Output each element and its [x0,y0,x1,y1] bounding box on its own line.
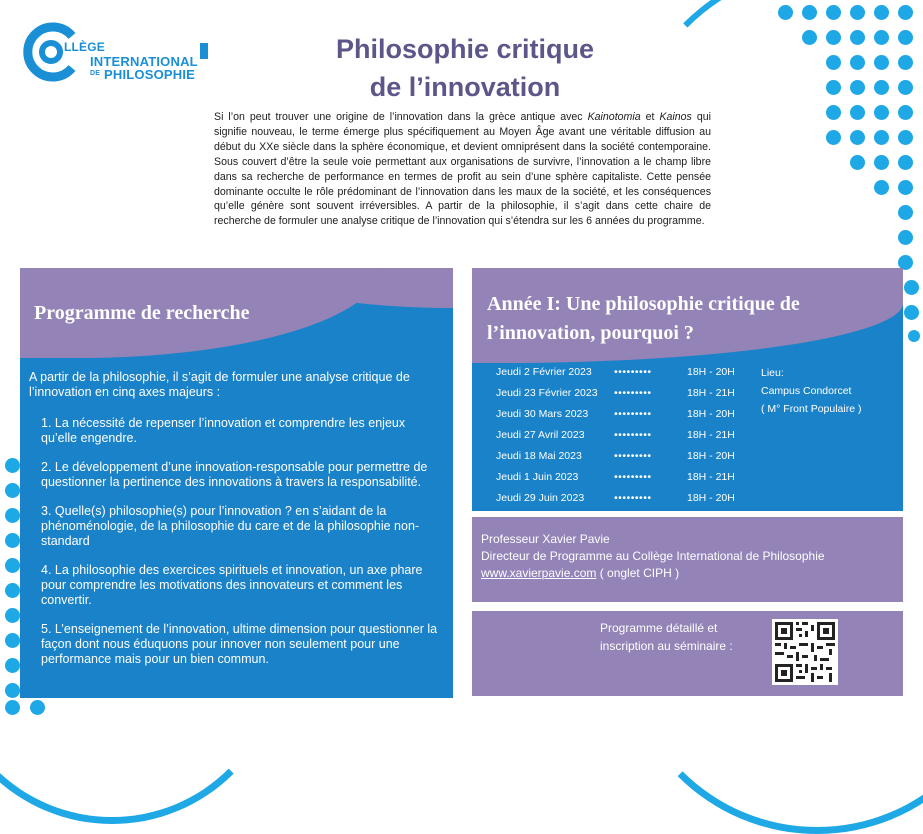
logo-line-3-prefix: DE [90,70,101,77]
lieu-label: Lieu: [761,367,784,379]
professor-role: Directeur de Programme au Collège International de Philosophie [481,549,825,563]
annee-panel [472,268,903,511]
intro-term-kainotomia: Kainotomia [587,111,641,123]
programme-title: Programme de recherche [34,302,250,324]
logo-line-2: INTERNATIONAL [90,54,198,69]
axis-item-4: 4. La philosophie des exercices spirituels et innovation, un axe phare pour comprendre les motivations des innovateurs et comment les convertir. [41,563,423,607]
professor-panel [472,517,903,602]
programme-axes-list [41,416,441,681]
session-dots: ••••••••• [614,471,652,483]
session-hours: 18H - 21H [687,471,735,483]
axis-item-2: 2. Le développement d’une innovation-responsable pour permettre de questionner la pertinence des innovations à travers la responsabilité. [41,460,428,489]
axis-item-5: 5. L’enseignement de l’innovation, ultime dimension pour questionner la façon dont nous éduquons pour innover non seulement pour une performance mais pour un bien commun. [41,622,438,666]
logo-line-1: LLÈGE [64,40,106,54]
intro-paragraph [214,110,711,229]
title-line-2: de l’innovation [369,72,561,102]
page-title [290,30,640,106]
inscription-text: Programme détaillé et inscription au séminaire : [600,621,733,653]
session-date: Jeudi 2 Février 2023 [496,366,592,378]
professor-name: Professeur Xavier Pavie [481,532,610,546]
session-date: Jeudi 30 Mars 2023 [496,408,589,420]
lieu-block [761,364,861,418]
session-dots: ••••••••• [614,492,652,504]
professor-link-note: ( onglet CIPH ) [596,566,680,580]
intro-text-and: et [640,111,660,123]
session-date: Jeudi 23 Février 2023 [496,387,598,399]
session-dots: ••••••••• [614,387,652,399]
axis-item-3: 3. Quelle(s) philosophie(s) pour l’innovation ? en s’aidant de la phénoménologie, de la philosophie du care et de la philosophie non-standard [41,504,420,548]
logo-bar [200,43,208,59]
session-dots: ••••••••• [614,429,652,441]
title-line-1: Philosophie critique [335,34,595,64]
intro-term-kainos: Kainos [659,111,692,123]
session-hours: 18H - 20H [687,492,735,504]
programme-panel [20,268,453,698]
session-hours: 18H - 21H [687,387,735,399]
session-dots: ••••••••• [614,366,652,378]
qr-code-icon[interactable] [772,619,838,685]
session-hours: 18H - 21H [687,429,735,441]
programme-intro: A partir de la philosophie, il s’agit de formuler une analyse critique de l’innovation en cinq axes majeurs : [29,370,410,399]
session-dots: ••••••••• [614,408,652,420]
logo-line-3: PHILOSOPHIE [104,67,196,82]
session-hours: 18H - 20H [687,408,735,420]
session-hours: 18H - 20H [687,450,735,462]
axis-item-1: 1. La nécessité de repenser l’innovation et comprendre les enjeux qu’elle engendre. [41,416,406,445]
professor-info [481,531,825,582]
session-date: Jeudi 27 Avril 2023 [496,429,585,441]
lieu-metro: ( M° Front Populaire ) [761,403,862,415]
session-date: Jeudi 1 Juin 2023 [496,471,579,483]
intro-text-1: Si l’on peut trouver une origine de l’innovation dans la grèce antique avec [214,111,588,123]
lieu-place: Campus Condorcet [761,385,852,397]
annee-title: Année I: Une philosophie critique de l’innovation, pourquoi ? [487,293,800,344]
inscription-panel [472,611,903,696]
professor-website-link[interactable]: www.xavierpavie.com [481,566,597,580]
session-hours: 18H - 20H [687,366,735,378]
intro-text-2: qui signifie nouveau, le terme émerge plus spécifiquement au Moyen Âge avant une véritable diffusion au début du XXe siècle dans la sphère économique, et devient omniprésent dans la société contemporaine. Sous couvert d’être la seule voie permettant aux organisations de survivre, l’innovation a le champ libre dans sa recherche de performance en termes de profit au sein d’une sphère capitaliste. Cette pensée dominante occulte le rôle prédominant de l’innovation dans les maux de la société, et les conséquences qu’elle génère sont souvent irréversibles. A partir de la philosophie, il s’agit dans cette chaire de recherche de formuler une analyse critique de l’innovation qui s’étendra sur les 6 années du programme. [214,111,711,228]
session-dots: ••••••••• [614,450,652,462]
session-date: Jeudi 18 Mai 2023 [496,450,582,462]
session-date: Jeudi 29 Juin 2023 [496,492,585,504]
